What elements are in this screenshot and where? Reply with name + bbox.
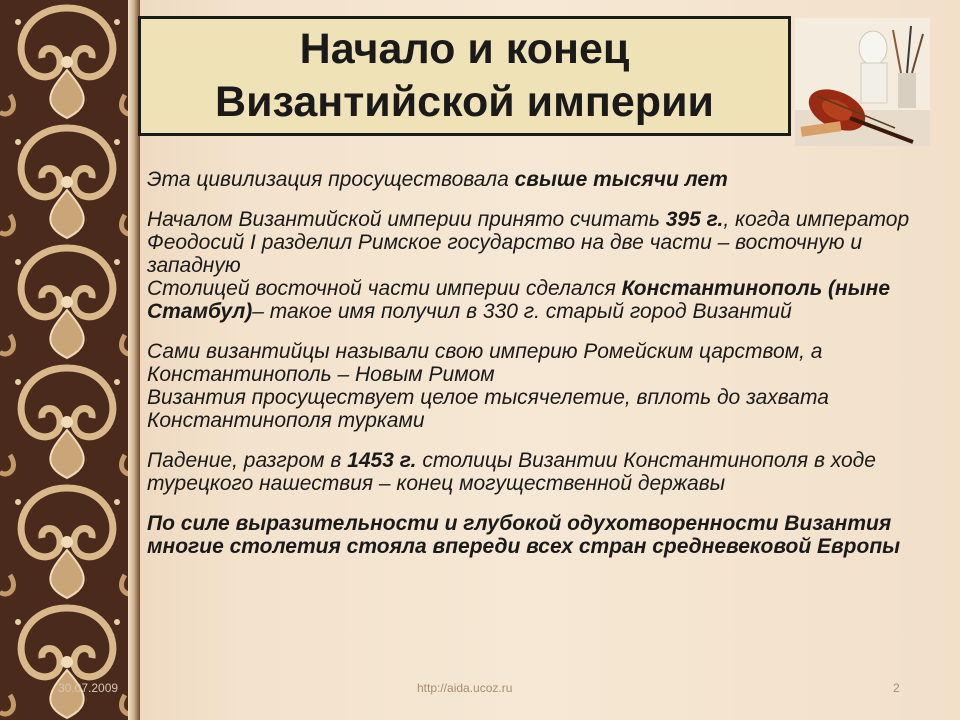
text-span: Эта цивилизация просуществовала	[147, 168, 515, 191]
text-span: – такое имя получил в 330 г. старый город Византий	[252, 300, 792, 323]
decorative-ornament-border	[0, 0, 135, 720]
emphasis-year: 1453 г.	[347, 449, 417, 472]
paragraph-6	[147, 449, 922, 495]
title-line-2: Византийской империи	[215, 78, 714, 126]
violin-bust-icon	[795, 18, 930, 146]
emphasis-year: 395 г.	[665, 208, 724, 231]
slide-body	[147, 168, 922, 558]
paragraph-3	[147, 277, 922, 323]
text-span: , когда император Феодосий I разделил Римское государство на две части – восточную и западную	[147, 208, 910, 277]
emphasis: свыше тысячи лет	[514, 168, 728, 191]
paragraph-4: Сами византийцы называли свою империю Ромейским царством, а Константинополь – Новым Римом	[147, 340, 823, 386]
text-span: Падение, разгром в	[147, 449, 348, 472]
title-line-1: Начало и конец	[299, 25, 630, 73]
text-span: столицы Византии Константинополя в ходе турецкого нашествия – конец могущественной державы	[147, 449, 876, 495]
paragraph-5: Византия просуществует целое тысячелетие, вплоть до захвата Константинополя турками	[147, 386, 829, 432]
footer-date: 30.07.2009	[58, 681, 119, 695]
paragraph-1	[147, 168, 922, 191]
emphasis: Константинополь (ныне Стамбул)	[147, 277, 891, 323]
paragraph-7	[147, 512, 922, 558]
emphasis: По силе выразительности и глубокой одухотворенности Византия многие столетия стояла впереди всех стран средневековой Европы	[147, 512, 901, 558]
title-box	[138, 16, 791, 136]
still-life-image	[795, 18, 930, 146]
slide-number: 2	[893, 681, 900, 695]
ornament-pattern	[0, 0, 135, 720]
footer-url: http://aida.ucoz.ru	[417, 681, 513, 695]
paragraph-2	[147, 208, 922, 277]
page-title	[215, 23, 714, 129]
text-span: Столицей восточной части империи сделался	[147, 277, 622, 300]
text-span: Началом Византийской империи принято считать	[147, 208, 666, 231]
